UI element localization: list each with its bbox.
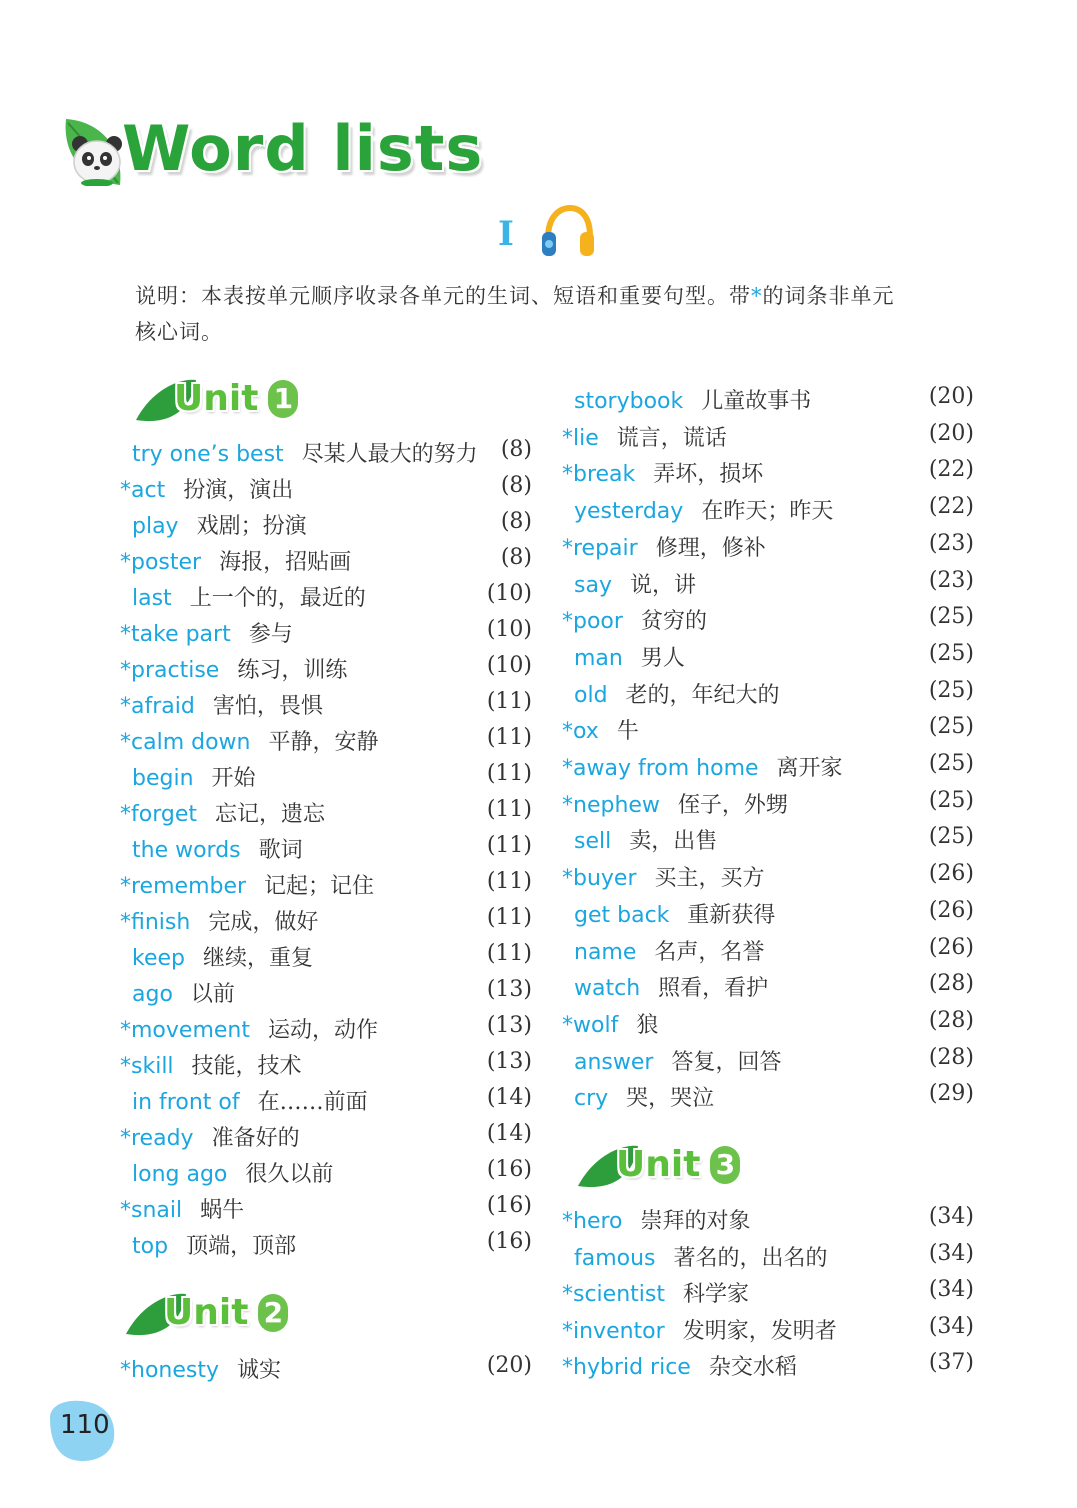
entry-page: (23) bbox=[928, 530, 974, 556]
entry-page: (25) bbox=[928, 787, 974, 813]
entry-meaning: 歌词 bbox=[258, 838, 303, 863]
entry-page: (8) bbox=[500, 545, 532, 570]
entry-page: (26) bbox=[928, 861, 974, 887]
entry-page: (34) bbox=[928, 1240, 974, 1266]
entry-page: (28) bbox=[928, 1007, 974, 1033]
word-entry bbox=[132, 1085, 532, 1121]
word-entry bbox=[132, 977, 532, 1013]
entry-meaning: 海报，招贴画 bbox=[219, 550, 352, 575]
entry-word: play bbox=[132, 514, 179, 539]
entry-word: *practise bbox=[120, 658, 220, 683]
entry-meaning: 在……前面 bbox=[257, 1090, 368, 1115]
entry-word: *ox bbox=[562, 719, 599, 745]
entry-word: *snail bbox=[120, 1198, 183, 1223]
entry-page: (29) bbox=[928, 1081, 974, 1107]
entry-meaning: 平静，安静 bbox=[268, 730, 379, 755]
entry-meaning: 顶端，顶部 bbox=[186, 1234, 297, 1259]
word-entry bbox=[562, 1350, 974, 1386]
entry-page: (34) bbox=[928, 1313, 974, 1339]
entry-page: (25) bbox=[928, 677, 974, 703]
entry-word: *repair bbox=[562, 535, 638, 561]
word-entry bbox=[120, 473, 532, 509]
entry-word: *afraid bbox=[120, 694, 195, 719]
entry-word: keep bbox=[132, 946, 185, 971]
word-entry bbox=[562, 604, 974, 640]
entry-meaning: 在昨天；昨天 bbox=[701, 499, 834, 525]
entry-word: *away from home bbox=[562, 756, 759, 781]
entry-meaning: 参与 bbox=[248, 622, 293, 647]
entry-word: *scientist bbox=[562, 1282, 665, 1308]
entry-meaning: 戏剧；扮演 bbox=[196, 514, 307, 539]
entry-page: (22) bbox=[928, 457, 974, 483]
entry-meaning: 扮演，演出 bbox=[183, 478, 294, 503]
entry-meaning: 老的，年纪大的 bbox=[625, 682, 780, 708]
entry-meaning: 尽某人最大的努力 bbox=[301, 442, 478, 467]
entry-page: (25) bbox=[928, 751, 974, 776]
word-entry bbox=[120, 1049, 532, 1085]
entry-page: (8) bbox=[500, 473, 532, 498]
entry-word: name bbox=[574, 939, 637, 965]
entry-meaning: 很久以前 bbox=[245, 1162, 334, 1187]
entry-page: (26) bbox=[928, 934, 974, 960]
entry-meaning: 侄子，外甥 bbox=[677, 792, 788, 818]
entry-meaning: 继续，重复 bbox=[203, 946, 314, 971]
entry-word: ago bbox=[132, 982, 173, 1007]
word-entry bbox=[132, 509, 532, 545]
entry-page: (13) bbox=[486, 977, 532, 1002]
headphones-icon[interactable] bbox=[538, 202, 596, 260]
entry-meaning: 买主，买方 bbox=[654, 866, 765, 892]
word-entry bbox=[574, 971, 974, 1007]
entry-meaning: 儿童故事书 bbox=[701, 389, 812, 414]
word-entry bbox=[574, 934, 974, 971]
entry-page: (37) bbox=[928, 1350, 974, 1376]
entry-page: (14) bbox=[486, 1121, 532, 1146]
entry-meaning: 狼 bbox=[636, 1012, 659, 1038]
unit-1-heading: Unit 1 bbox=[134, 376, 304, 432]
panda-icon bbox=[70, 134, 124, 186]
entry-word: *wolf bbox=[562, 1012, 619, 1038]
word-entry bbox=[574, 824, 974, 860]
word-entry bbox=[562, 1277, 974, 1313]
entry-page: (20) bbox=[928, 420, 974, 446]
entry-page: (16) bbox=[486, 1157, 532, 1182]
word-entry bbox=[132, 833, 532, 869]
word-entry bbox=[120, 725, 532, 761]
word-entry bbox=[132, 437, 532, 473]
word-entry bbox=[562, 1313, 974, 1350]
entry-page: (8) bbox=[500, 437, 532, 462]
entry-word: *nephew bbox=[562, 792, 660, 818]
entry-word: old bbox=[574, 682, 608, 708]
word-entry bbox=[562, 714, 974, 750]
entry-meaning: 弄坏，损坏 bbox=[653, 462, 764, 488]
entry-word: *take part bbox=[120, 622, 231, 647]
entry-page: (34) bbox=[928, 1277, 974, 1303]
word-entry bbox=[562, 787, 974, 824]
entry-meaning: 运动，动作 bbox=[267, 1018, 378, 1043]
instruction-note: 说明：本表按单元顺序收录各单元的生词、短语和重要句型。带*的词条非单元 核心词。 bbox=[135, 284, 895, 344]
entry-page: (25) bbox=[928, 714, 974, 740]
unit-3-heading: Unit 3 bbox=[576, 1142, 746, 1198]
entry-meaning: 修理，修补 bbox=[655, 535, 766, 561]
word-entry bbox=[120, 545, 532, 581]
entry-word: *ready bbox=[120, 1126, 194, 1151]
entry-meaning: 以前 bbox=[190, 982, 235, 1007]
entry-meaning: 开始 bbox=[211, 766, 256, 791]
entry-page: (28) bbox=[928, 971, 974, 997]
entry-meaning: 谎言，谎话 bbox=[616, 425, 727, 451]
entry-word: *break bbox=[562, 462, 636, 488]
word-entry bbox=[562, 1007, 974, 1044]
entry-word: *poor bbox=[562, 609, 623, 635]
entry-word: last bbox=[132, 586, 172, 611]
page-title: Word lists bbox=[122, 112, 484, 185]
entry-word: *lie bbox=[562, 425, 599, 451]
entry-page: (25) bbox=[928, 604, 974, 630]
entry-meaning: 卖，出售 bbox=[629, 829, 718, 855]
entry-word: storybook bbox=[574, 389, 684, 414]
entry-page: (11) bbox=[486, 869, 532, 894]
entry-word: *honesty bbox=[120, 1358, 219, 1383]
entry-word: top bbox=[132, 1234, 169, 1259]
word-entry bbox=[562, 457, 974, 493]
entry-page: (26) bbox=[928, 897, 974, 923]
word-entry bbox=[120, 869, 532, 905]
entry-word: famous bbox=[574, 1245, 656, 1271]
entry-word: *movement bbox=[120, 1018, 250, 1043]
entry-page: (11) bbox=[486, 905, 532, 930]
word-entry bbox=[132, 761, 532, 797]
word-entry bbox=[120, 1193, 532, 1229]
entry-word: answer bbox=[574, 1049, 654, 1075]
entry-meaning: 贫穷的 bbox=[640, 609, 707, 635]
entry-meaning: 名声，名誉 bbox=[654, 939, 765, 965]
entry-meaning: 崇拜的对象 bbox=[640, 1209, 751, 1234]
entry-meaning: 说，讲 bbox=[629, 572, 696, 598]
word-entry bbox=[562, 861, 974, 897]
word-entry bbox=[574, 1081, 974, 1117]
entry-page: (34) bbox=[928, 1204, 974, 1229]
word-entry bbox=[574, 494, 974, 530]
word-entry bbox=[120, 689, 532, 725]
entry-word: *remember bbox=[120, 874, 247, 899]
word-entry bbox=[562, 530, 974, 567]
word-entry bbox=[574, 1044, 974, 1081]
entry-meaning: 科学家 bbox=[682, 1282, 749, 1308]
section-letter: I bbox=[498, 214, 514, 254]
entry-page: (11) bbox=[486, 761, 532, 786]
entry-page: (10) bbox=[486, 581, 532, 606]
entry-page: (10) bbox=[486, 653, 532, 678]
entry-meaning: 蜗牛 bbox=[200, 1198, 245, 1223]
entry-meaning: 诚实 bbox=[237, 1358, 282, 1383]
entry-word: get back bbox=[574, 902, 670, 928]
entry-meaning: 练习，训练 bbox=[237, 658, 348, 683]
entry-page: (25) bbox=[928, 824, 974, 850]
entry-word: watch bbox=[574, 976, 641, 1002]
entry-meaning: 重新获得 bbox=[687, 902, 776, 928]
entry-word: yesterday bbox=[574, 499, 684, 525]
entry-word: say bbox=[574, 572, 612, 598]
entry-page: (10) bbox=[486, 617, 532, 642]
entry-page: (11) bbox=[486, 725, 532, 750]
word-entry bbox=[132, 941, 532, 977]
entry-word: cry bbox=[574, 1086, 609, 1112]
entry-page: (13) bbox=[486, 1049, 532, 1074]
entry-word: *skill bbox=[120, 1054, 174, 1079]
word-entry bbox=[132, 1157, 532, 1193]
entry-word: *act bbox=[120, 478, 166, 503]
unit-2-heading: Unit 2 bbox=[124, 1290, 294, 1346]
word-entry bbox=[562, 751, 974, 787]
entry-meaning: 照看，看护 bbox=[658, 976, 769, 1002]
word-entry bbox=[574, 1240, 974, 1277]
entry-word: in front of bbox=[132, 1090, 240, 1115]
entry-page: (13) bbox=[486, 1013, 532, 1038]
entry-word: *finish bbox=[120, 910, 191, 935]
word-entry bbox=[574, 384, 974, 420]
word-entry bbox=[132, 1229, 532, 1265]
entry-word: *inventor bbox=[562, 1318, 665, 1344]
entry-page: (14) bbox=[486, 1085, 532, 1110]
word-entry bbox=[120, 617, 532, 653]
entry-meaning: 答复，回答 bbox=[671, 1049, 782, 1075]
word-entry bbox=[120, 1013, 532, 1049]
entry-meaning: 忘记，遗忘 bbox=[215, 802, 326, 827]
entry-page: (28) bbox=[928, 1044, 974, 1070]
entry-meaning: 完成，做好 bbox=[208, 910, 319, 935]
word-entry bbox=[574, 567, 974, 604]
entry-page: (11) bbox=[486, 941, 532, 966]
entry-word: *hero bbox=[562, 1209, 623, 1234]
entry-meaning: 男人 bbox=[640, 645, 685, 671]
entry-meaning: 记起；记住 bbox=[264, 874, 375, 899]
entry-page: (20) bbox=[928, 384, 974, 409]
entry-meaning: 准备好的 bbox=[211, 1126, 300, 1151]
page-number-badge bbox=[44, 1398, 118, 1464]
word-entry bbox=[120, 905, 532, 941]
entry-word: *buyer bbox=[562, 866, 637, 892]
entry-word: long ago bbox=[132, 1162, 228, 1187]
word-entry bbox=[132, 581, 532, 617]
word-entry bbox=[562, 420, 974, 457]
word-entry bbox=[120, 653, 532, 689]
entry-page: (11) bbox=[486, 797, 532, 822]
entry-page: (22) bbox=[928, 494, 974, 520]
entry-meaning: 著名的，出名的 bbox=[673, 1245, 828, 1271]
entry-word: *forget bbox=[120, 802, 197, 827]
entry-meaning: 杂交水稻 bbox=[708, 1355, 797, 1381]
word-entry bbox=[120, 1353, 532, 1389]
entry-meaning: 害怕，畏惧 bbox=[212, 694, 323, 719]
word-entry bbox=[574, 677, 974, 714]
word-entry bbox=[574, 640, 974, 677]
entry-meaning: 哭，哭泣 bbox=[626, 1086, 715, 1112]
page-number: 110 bbox=[60, 1410, 110, 1440]
entry-meaning: 发明家，发明者 bbox=[682, 1318, 837, 1344]
entry-page: (23) bbox=[928, 567, 974, 593]
entry-word: *calm down bbox=[120, 730, 251, 755]
entry-word: begin bbox=[132, 766, 194, 791]
entry-page: (11) bbox=[486, 689, 532, 714]
entry-page: (16) bbox=[486, 1193, 532, 1218]
entry-word: sell bbox=[574, 829, 612, 855]
entry-page: (16) bbox=[486, 1229, 532, 1254]
entry-word: try one’s best bbox=[132, 442, 284, 467]
entry-meaning: 技能，技术 bbox=[191, 1054, 302, 1079]
entry-meaning: 牛 bbox=[616, 719, 639, 745]
entry-page: (11) bbox=[486, 833, 532, 858]
entry-word: the words bbox=[132, 838, 241, 863]
entry-meaning: 离开家 bbox=[776, 756, 843, 781]
entry-word: *hybrid rice bbox=[562, 1355, 691, 1381]
word-entry bbox=[562, 1204, 974, 1240]
entry-page: (20) bbox=[486, 1353, 532, 1378]
entry-word: *poster bbox=[120, 550, 202, 575]
word-entry bbox=[574, 897, 974, 934]
entry-page: (25) bbox=[928, 640, 974, 666]
entry-page: (8) bbox=[500, 509, 532, 534]
entry-word: man bbox=[574, 645, 623, 671]
word-entry bbox=[120, 797, 532, 833]
word-entry bbox=[120, 1121, 532, 1157]
entry-meaning: 上一个的，最近的 bbox=[189, 586, 366, 611]
